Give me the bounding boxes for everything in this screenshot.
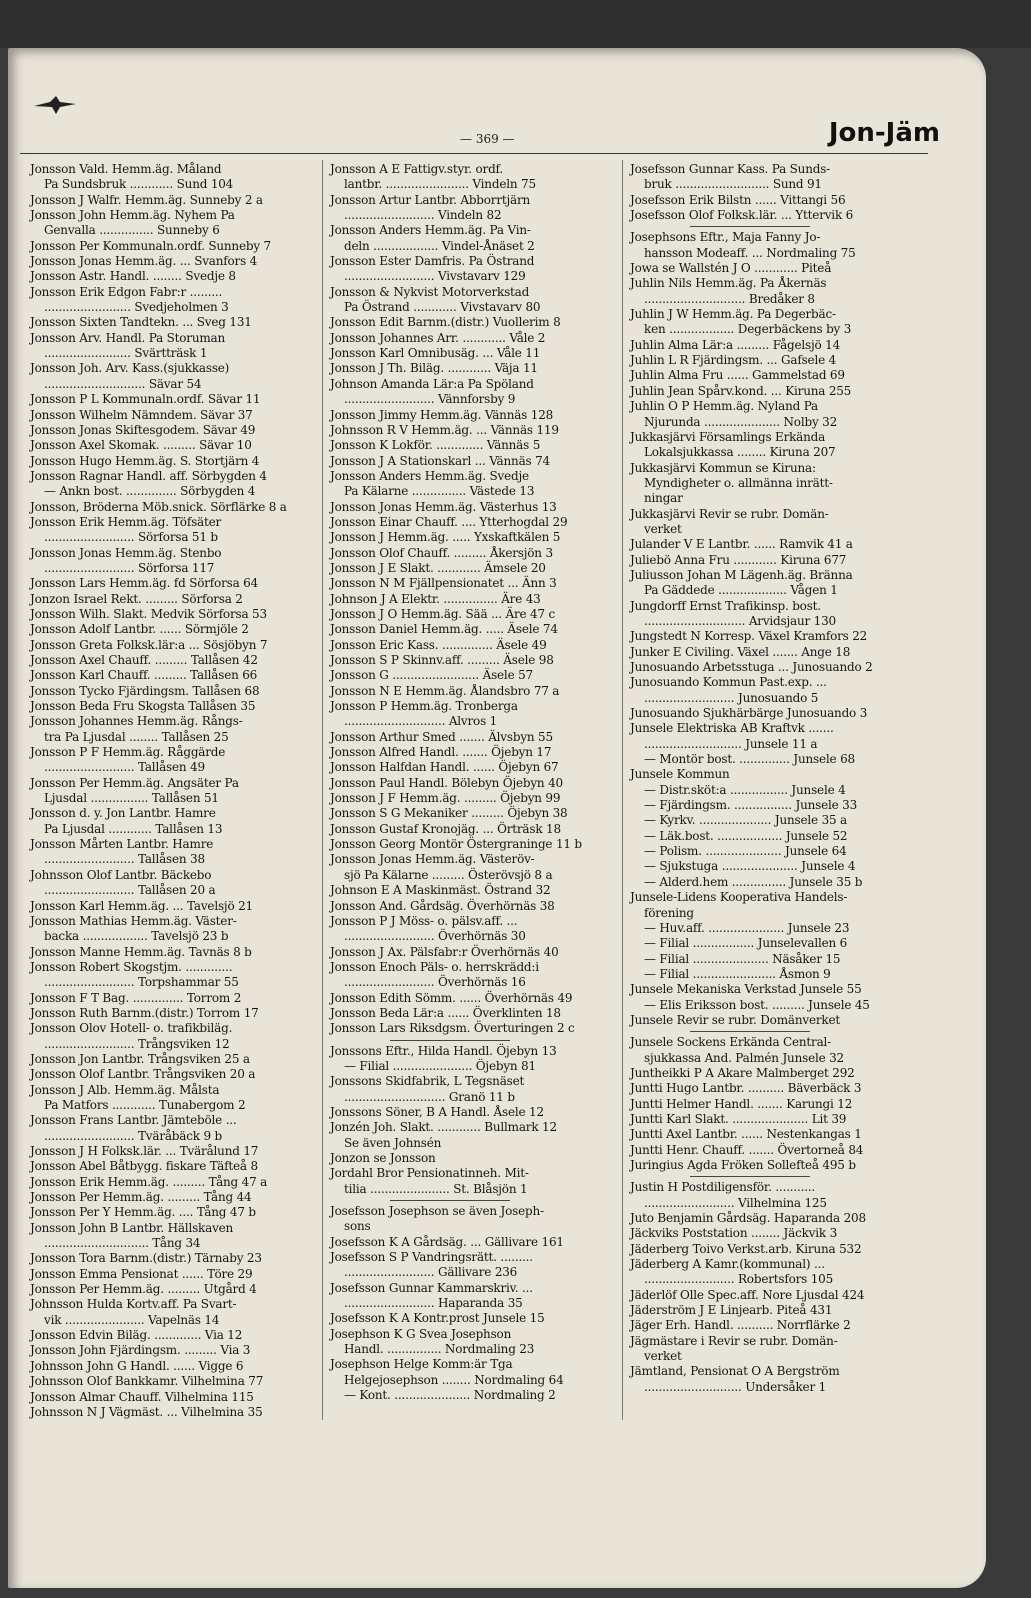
directory-entry-line: Jonsson Jonas Hemm.äg. Västerhus 13 xyxy=(330,499,557,514)
directory-entry-line: Josefsson Olof Folksk.lär. ... Yttervik 6 xyxy=(630,208,854,223)
directory-entry-line: Jonsson Per Hemm.äg. Angsäter Pa xyxy=(30,775,239,790)
directory-entry-line: Junosuando Arbetsstuga ... Junosuando 2 xyxy=(630,660,873,674)
directory-entry-line: Johnson J A Elektr. ............... Äre 43 xyxy=(330,591,541,606)
directory-entry-line: — Sjukstuga ..................... Junsele 4 xyxy=(644,859,856,874)
directory-entry-line: Jonsson Vald. Hemm.äg. Måland xyxy=(30,162,222,176)
directory-entry-line: Jonsson Abel Båtbygg. fiskare Täfteå 8 xyxy=(30,1159,258,1174)
directory-entry-line: ........................ Svärtträsk 1 xyxy=(44,346,208,361)
directory-entry-line: Jonsson Per Y Hemm.äg. .... Tång 47 b xyxy=(30,1205,256,1220)
directory-entry-line: Jonsson And. Gårdsäg. Överhörnäs 38 xyxy=(330,898,555,913)
directory-entry-line: Jonsson Karl Hemm.äg. ... Tavelsjö 21 xyxy=(30,898,253,913)
directory-entry-line: Jonssons Skidfabrik, L Tegsnäset xyxy=(330,1074,525,1089)
directory-entry-line: Jonsson Johannes Hemm.äg. Rångs- xyxy=(30,714,243,729)
directory-entry-line: — Alderd.hem ............... Junsele 35 b xyxy=(644,874,863,889)
directory-entry-line: tra Pa Ljusdal ........ Tallåsen 25 xyxy=(44,729,229,744)
directory-entry-line: Junosuando Kommun Past.exp. ... xyxy=(630,675,827,690)
directory-entry-line: bruk .......................... Sund 91 xyxy=(644,177,822,192)
directory-entry-line: Lokalsjukkassa ........ Kiruna 207 xyxy=(644,445,836,460)
directory-entry-line: Jonsson Georg Montör Östergraninge 11 b xyxy=(330,837,582,852)
directory-entry-line: Josephson Helge Komm:är Tga xyxy=(330,1357,513,1372)
directory-entry-line: ......................... Tallåsen 20 a xyxy=(44,883,216,898)
directory-entry-line: Jonsson Joh. Arv. Kass.(sjukkasse) xyxy=(30,361,230,376)
directory-entry-line: Jonsson Per Hemm.äg. ......... Utgård 4 xyxy=(30,1282,257,1297)
directory-entry-line: ............................ Alvros 1 xyxy=(344,714,498,729)
directory-entry-line: ......................... Junosuando 5 xyxy=(644,690,819,705)
directory-entry-line: Jonsson Beda Lär:a ...... Överklinten 18 xyxy=(330,1005,561,1020)
directory-entry-line: ningar xyxy=(644,491,683,506)
directory-entry-line: Pa Sundsbruk ............ Sund 104 xyxy=(44,177,234,192)
directory-entry-line: Jonsson Anders Hemm.äg. Pa Vin- xyxy=(330,223,531,238)
directory-entry-line: ............................ Bredåker 8 xyxy=(644,291,815,306)
directory-entry-line: Josefsson Erik Bilstn ...... Vittangi 56 xyxy=(630,192,846,207)
directory-entry-line: — Ankn bost. .............. Sörbygden 4 xyxy=(44,484,256,499)
column-divider xyxy=(322,160,323,1420)
directory-entry-line: — Huv.aff. ..................... Junsele 23 xyxy=(644,920,850,935)
directory-entry-line: Jonsson P J Möss- o. pälsv.aff. ... xyxy=(330,913,518,928)
directory-entry-line: Josefsson K A Gårdsäg. ... Gällivare 161 xyxy=(330,1234,564,1249)
directory-entry-line: Pa Kälarne ............... Västede 13 xyxy=(344,484,535,499)
page-number: — 369 — xyxy=(460,132,515,146)
directory-entry-line: Jonsson Artur Lantbr. Abborrtjärn xyxy=(330,192,531,207)
directory-entry-line: Jonsson Olof Lantbr. Trångsviken 20 a xyxy=(30,1067,256,1082)
column-divider xyxy=(622,160,623,1420)
directory-entry-line: Junsele Elektriska AB Kraftvk ....... xyxy=(630,721,834,736)
directory-entry-line: vik ...................... Vapelnäs 14 xyxy=(44,1312,220,1327)
directory-entry-line: Josefsson K A Kontr.prost Junsele 15 xyxy=(330,1311,545,1326)
directory-entry-line: ......................... Tallåsen 49 xyxy=(44,760,205,775)
directory-entry-line: Johnson E A Maskinmäst. Östrand 32 xyxy=(330,883,551,898)
directory-entry-line: sjö Pa Kälarne ......... Österövsjö 8 a xyxy=(344,867,553,882)
directory-entry-line: Jonzén Joh. Slakt. ............ Bullmark 12 xyxy=(330,1120,557,1135)
directory-entry-line: Jonsson Gustaf Kronojäg. ... Örträsk 18 xyxy=(330,821,561,836)
directory-entry-line: Junosuando Sjukhärbärge Junosuando 3 xyxy=(630,706,868,721)
directory-entry-line: Jonsson Jonas Skiftesgodem. Sävar 49 xyxy=(30,422,256,437)
directory-entry-line: Jonsson Tora Barnm.(distr.) Tärnaby 23 xyxy=(30,1251,262,1266)
directory-entry-line: ......................... Vilhelmina 125 xyxy=(644,1195,827,1210)
directory-entry-line: ............................ Arvidsjaur 130 xyxy=(644,613,836,628)
entry-separator xyxy=(390,1040,510,1041)
directory-entry-line: ......................... Tväråbäck 9 b xyxy=(44,1128,222,1143)
directory-entry-line: Jonsson Greta Folksk.lär:a ... Sösjöbyn 7 xyxy=(30,637,268,652)
directory-entry-line: — Fjärdingsm. ................ Junsele 33 xyxy=(644,798,858,813)
directory-entry-line: ........................ Svedjeholmen 3 xyxy=(44,300,229,315)
page-title: Jon-Jäm xyxy=(828,118,940,148)
directory-entry-line: Ljusdal ................ Tallåsen 51 xyxy=(44,791,219,806)
directory-entry-line: Jonsson J A Stationskarl ... Vännäs 74 xyxy=(330,453,550,468)
directory-entry-line: Josefsson S P Vandringsrätt. ......... xyxy=(330,1250,533,1265)
directory-entry-line: Jonsson Astr. Handl. ........ Svedje 8 xyxy=(30,269,236,284)
directory-entry-line: Jonsson F T Bag. .............. Torrom 2 xyxy=(30,990,242,1005)
directory-entry-line: Jonssons Söner, B A Handl. Åsele 12 xyxy=(330,1104,544,1119)
directory-entry-line: Jonsson Ragnar Handl. aff. Sörbygden 4 xyxy=(30,468,267,483)
entry-separator xyxy=(690,226,810,227)
directory-entry-line: — Filial ..................... Näsåker 15 xyxy=(644,951,841,966)
directory-entry-line: Helgejosephson ........ Nordmaling 64 xyxy=(344,1372,564,1387)
directory-entry-line: Jonsson Beda Fru Skogsta Tallåsen 35 xyxy=(30,699,256,714)
directory-entry-line: Jonsson Jonas Hemm.äg. ... Svanfors 4 xyxy=(30,254,258,269)
directory-entry-line: Jäderberg Toivo Verkst.arb. Kiruna 532 xyxy=(630,1241,862,1256)
directory-entry-line: Johnsson R V Hemm.äg. ... Vännäs 119 xyxy=(330,422,559,437)
directory-entry-line: hansson Modeaff. ... Nordmaling 75 xyxy=(644,245,856,260)
directory-entry-line: Jonsson Manne Hemm.äg. Tavnäs 8 b xyxy=(30,944,252,959)
directory-entry-line: Jonsson Karl Chauff. ......... Tallåsen 66 xyxy=(30,668,258,683)
directory-entry-line: Jonsson Jon Lantbr. Trångsviken 25 a xyxy=(30,1051,250,1066)
directory-entry-line: Jonsson N E Hemm.äg. Ålandsbro 77 a xyxy=(330,683,560,698)
directory-entry-line: Jonsson Hugo Hemm.äg. S. Stortjärn 4 xyxy=(30,453,260,468)
directory-entry-line: Jonsson Johannes Arr. ............ Våle 2 xyxy=(330,330,546,345)
directory-entry-line: Juto Benjamin Gårdsäg. Haparanda 208 xyxy=(630,1211,866,1226)
directory-entry-line: ............................. Tång 34 xyxy=(44,1236,201,1251)
directory-entry-line: Josephsons Eftr., Maja Fanny Jo- xyxy=(630,230,821,245)
directory-entry-line: Jonsson Erik Edgon Fabr:r ......... xyxy=(30,284,223,299)
directory-entry-line: Jonsson K Lokför. ............. Vännäs 5 xyxy=(330,438,541,453)
directory-entry-line: tilia ...................... St. Blåsjön 1 xyxy=(344,1181,528,1196)
directory-entry-line: Njurunda ..................... Nolby 32 xyxy=(644,414,838,429)
directory-entry-line: Juhlin O P Hemm.äg. Nyland Pa xyxy=(630,399,819,414)
scanner-background xyxy=(0,0,1031,48)
directory-entry-line: Jonsson S P Skinnv.aff. ......... Äsele 98 xyxy=(330,653,554,667)
directory-entry-line: ........................... Junsele 11 a xyxy=(644,736,818,751)
directory-entry-line: Jonsson Frans Lantbr. Jämteböle ... xyxy=(30,1113,237,1128)
directory-entry-line: — Kyrkv. .................... Junsele 35 a xyxy=(644,813,848,828)
directory-column-3 xyxy=(630,162,922,1395)
directory-entry-line: Jonsson Wilhelm Nämndem. Sävar 37 xyxy=(30,407,253,422)
directory-entry-line: Jonsson P L Kommunaln.ordf. Sävar 11 xyxy=(30,392,261,407)
directory-entry-line: Jonsson Edith Sömm. ...... Överhörnäs 49 xyxy=(330,990,573,1005)
directory-entry-line: — Kont. ..................... Nordmaling 2 xyxy=(344,1388,556,1403)
directory-entry-line: Jonsson Erik Hemm.äg. ......... Tång 47 a xyxy=(30,1174,268,1189)
directory-entry-line: Jonsson Paul Handl. Bölebyn Öjebyn 40 xyxy=(330,775,563,790)
directory-entry-line: Jonsson G ........................ Äsele 57 xyxy=(330,668,533,683)
directory-entry-line: Jonsson Einar Chauff. .... Ytterhogdal 29 xyxy=(330,514,568,529)
directory-entry-line: Johnsson N J Vägmäst. ... Vilhelmina 35 xyxy=(30,1404,263,1419)
directory-entry-line: ......................... Vindeln 82 xyxy=(344,208,502,223)
directory-entry-line: Juntheikki P A Akare Malmberget 292 xyxy=(630,1065,855,1080)
directory-entry-line: Jonsson J O Hemm.äg. Sää ... Äre 47 c xyxy=(330,606,556,621)
directory-entry-line: Jonsson Karl Omnibusäg. ... Våle 11 xyxy=(330,346,541,361)
directory-entry-line: Jonsson Erik Hemm.äg. Töfsäter xyxy=(30,514,222,529)
directory-entry-line: Jonsson John Hemm.äg. Nyhem Pa xyxy=(30,208,235,223)
directory-entry-line: Johnson Amanda Lär:a Pa Spöland xyxy=(330,376,534,391)
directory-entry-line: Juntti Karl Slakt. ..................... Lit 39 xyxy=(630,1111,847,1126)
directory-entry-line: Jägmästare i Revir se rubr. Domän- xyxy=(630,1333,838,1348)
directory-entry-line: Pa Gäddede ................... Vågen 1 xyxy=(644,583,838,598)
directory-entry-line: — Filial ................. Junselevallen 6 xyxy=(644,936,848,951)
directory-entry-line: Jonsson Per Kommunaln.ordf. Sunneby 7 xyxy=(30,238,271,253)
directory-entry-line: ......................... Vännforsby 9 xyxy=(344,392,516,407)
directory-entry-line: Jonsson J Alb. Hemm.äg. Målsta xyxy=(30,1082,220,1097)
directory-entry-line: Jonsson J Hemm.äg. ..... Yxskaftkälen 5 xyxy=(330,530,561,545)
directory-entry-line: Jukkasjärvi Kommun se Kiruna: xyxy=(630,460,816,475)
directory-entry-line: Jonsson, Bröderna Möb.snick. Sörflärke 8 a xyxy=(30,499,287,514)
directory-entry-line: Jonsson Anders Hemm.äg. Svedje xyxy=(330,468,529,483)
directory-entry-line: Jonsson Tycko Fjärdingsm. Tallåsen 68 xyxy=(30,683,260,698)
directory-entry-line: Jonsson John Fjärdingsm. ......... Via 3 xyxy=(30,1343,251,1358)
directory-entry-line: Jonsson J E Slakt. ............ Ämsele 20 xyxy=(330,560,546,575)
directory-entry-line: ............................ Granö 11 b xyxy=(344,1089,515,1104)
directory-entry-line: Jonsson Per Hemm.äg. ......... Tång 44 xyxy=(30,1190,252,1205)
directory-entry-line: ......................... Haparanda 35 xyxy=(344,1296,523,1311)
directory-entry-line: sjukkassa And. Palmén Junsele 32 xyxy=(644,1050,844,1065)
directory-entry-line: Juntti Axel Lantbr. ...... Nestenkangas 1 xyxy=(630,1127,862,1142)
directory-entry-line: Jordahl Bror Pensionatinneh. Mit- xyxy=(330,1166,529,1181)
directory-entry-line: backa .................. Tavelsjö 23 b xyxy=(44,929,229,944)
directory-entry-line: ......................... Trångsviken 12 xyxy=(44,1036,230,1051)
directory-entry-line: Jonsson J Walfr. Hemm.äg. Sunneby 2 a xyxy=(30,192,263,207)
directory-entry-line: Juhlin J W Hemm.äg. Pa Degerbäc- xyxy=(630,307,836,322)
directory-entry-line: Juhlin Jean Spårv.kond. ... Kiruna 255 xyxy=(630,383,852,398)
directory-entry-line: Juhlin L R Fjärdingsm. ... Gafsele 4 xyxy=(630,353,837,368)
directory-entry-line: Josefsson Gunnar Kammarskriv. ... xyxy=(330,1280,533,1295)
directory-entry-line: Junsele Mekaniska Verkstad Junsele 55 xyxy=(630,982,862,997)
directory-entry-line: Juringius Agda Fröken Sollefteå 495 b xyxy=(630,1158,856,1172)
directory-entry-line: Johnsson Hulda Kortv.aff. Pa Svart- xyxy=(30,1297,237,1312)
directory-entry-line: Jonsson Halfdan Handl. ...... Öjebyn 67 xyxy=(330,760,559,775)
directory-entry-line: Jonsson J F Hemm.äg. ......... Öjebyn 99 xyxy=(330,791,561,806)
directory-entry-line: Myndigheter o. allmänna inrätt- xyxy=(644,475,833,490)
directory-entry-line: Juliebö Anna Fru ............ Kiruna 677 xyxy=(630,552,847,567)
directory-entry-line: Jonsson Robert Skogstjm. ............. xyxy=(30,959,233,974)
directory-entry-line: Josephson K G Svea Josephson xyxy=(330,1326,512,1341)
directory-entry-line: Juntti Helmer Handl. ....... Karungi 12 xyxy=(630,1096,853,1111)
directory-entry-line: Jonsson Almar Chauff. Vilhelmina 115 xyxy=(30,1389,254,1404)
directory-entry-line: Se även Johnsén xyxy=(344,1135,442,1150)
directory-entry-line: Jonsson Lars Riksdgsm. Överturingen 2 c xyxy=(330,1021,575,1036)
directory-entry-line: Jonsson J Th. Biläg. ............ Väja 11 xyxy=(330,361,538,376)
directory-entry-line: Jonsson Arv. Handl. Pa Storuman xyxy=(30,330,226,345)
directory-entry-line: Juhlin Nils Hemm.äg. Pa Åkernäs xyxy=(630,276,827,291)
directory-entry-line: Jonsson J H Folksk.lär. ... Tvärålund 17 xyxy=(30,1144,259,1158)
directory-entry-line: Pa Matfors ............ Tunabergom 2 xyxy=(44,1097,246,1112)
directory-entry-line: Jäckviks Poststation ........ Jäckvik 3 xyxy=(630,1226,837,1241)
directory-entry-line: Juhlin Alma Fru ...... Gammelstad 69 xyxy=(630,368,845,383)
directory-entry-line: Johnsson Olof Lantbr. Bäckebo xyxy=(30,867,212,882)
directory-entry-line: Pa Östrand ............ Vivstavarv 80 xyxy=(344,300,541,315)
directory-entry-line: — Filial ...................... Öjebyn 81 xyxy=(344,1058,536,1073)
directory-entry-line: Junsele Kommun xyxy=(630,767,730,782)
directory-entry-line: Jonsson Ester Damfris. Pa Östrand xyxy=(330,254,535,269)
directory-entry-line: sons xyxy=(344,1219,371,1234)
directory-entry-line: Genvalla ............... Sunneby 6 xyxy=(44,223,220,238)
directory-entry-line: Jonsson Jonas Hemm.äg. Västeröv- xyxy=(330,852,535,867)
directory-entry-line: Jonsson Jimmy Hemm.äg. Vännäs 128 xyxy=(330,407,554,422)
directory-entry-line: Jonsson P Hemm.äg. Tronberga xyxy=(330,699,518,714)
directory-entry-line: Jukkasjärvi Församlings Erkända xyxy=(630,429,826,444)
directory-entry-line: Jungstedt N Korresp. Växel Kramfors 22 xyxy=(630,629,868,644)
directory-entry-line: Josefsson Josephson se även Joseph- xyxy=(330,1204,544,1219)
directory-entry-line: Jungdorff Ernst Trafikinsp. bost. xyxy=(630,598,821,613)
directory-entry-line: ......................... Vivstavarv 129 xyxy=(344,269,526,284)
directory-entry-line: Jonsson Wilh. Slakt. Medvik Sörforsa 53 xyxy=(30,606,267,621)
directory-entry-line: Jonsson Arthur Smed ....... Älvsbyn 55 xyxy=(330,729,553,744)
directory-entry-line: ......................... Gällivare 236 xyxy=(344,1265,518,1280)
directory-entry-line: verket xyxy=(644,1349,682,1364)
directory-entry-line: Jonsson Adolf Lantbr. ...... Sörmjöle 2 xyxy=(30,622,249,637)
directory-entry-line: Jukkasjärvi Revir se rubr. Domän- xyxy=(630,506,829,521)
directory-entry-line: Johnsson John G Handl. ...... Vigge 6 xyxy=(30,1358,244,1373)
header-rule xyxy=(20,153,928,154)
directory-entry-line: ......................... Robertsfors 105 xyxy=(644,1272,834,1287)
directory-entry-line: Jonsson Jonas Hemm.äg. Stenbo xyxy=(30,545,222,560)
directory-entry-line: Jonsson Emma Pensionat ...... Töre 29 xyxy=(30,1266,253,1281)
directory-entry-line: ......................... Sörforsa 117 xyxy=(44,560,215,575)
directory-entry-line: Jonsson Mathias Hemm.äg. Väster- xyxy=(30,913,237,928)
directory-entry-line: Jäger Erh. Handl. .......... Norrflärke 2 xyxy=(630,1318,851,1333)
directory-entry-line: Jonsson Enoch Päls- o. herrskrädd:i xyxy=(330,959,539,974)
directory-entry-line: — Elis Eriksson bost. ......... Junsele 45 xyxy=(644,997,870,1012)
directory-entry-line: Jäderlöf Olle Spec.aff. Nore Ljusdal 424 xyxy=(630,1287,865,1302)
directory-entry-line: Jäderström J E Linjearb. Piteå 431 xyxy=(630,1303,833,1318)
directory-entry-line: Josefsson Gunnar Kass. Pa Sunds- xyxy=(630,162,831,176)
directory-entry-line: — Filial ....................... Åsmon 9 xyxy=(644,966,831,981)
directory-entry-line: Jonsson Olof Chauff. ......... Åkersjön 3 xyxy=(330,545,553,560)
directory-entry-line: Jonsson A E Fattigv.styr. ordf. xyxy=(330,162,503,176)
directory-entry-line: Johnsson Olof Bankkamr. Vilhelmina 77 xyxy=(30,1374,264,1389)
directory-entry-line: Jonsson Lars Hemm.äg. fd Sörforsa 64 xyxy=(30,576,259,591)
directory-entry-line: Jonsson Edvin Biläg. ............. Via 12 xyxy=(30,1328,243,1343)
directory-entry-line: Julander V E Lantbr. ...... Ramvik 41 a xyxy=(630,537,853,552)
directory-entry-line: Juhlin Alma Lär:a ......... Fågelsjö 14 xyxy=(630,337,841,352)
directory-entry-line: Jonsson N M Fjällpensionatet ... Änn 3 xyxy=(330,576,557,591)
publisher-mark-icon xyxy=(30,92,80,116)
directory-entry-line: Jämtland, Pensionat O A Bergström xyxy=(630,1364,840,1379)
directory-column-2 xyxy=(330,162,622,1404)
directory-entry-line: ......................... Överhörnäs 30 xyxy=(344,929,526,944)
directory-entry-line: Jonsson Eric Kass. .............. Äsele 49 xyxy=(330,637,547,652)
directory-entry-line: ken .................. Degerbäckens by 3 xyxy=(644,322,852,337)
directory-entry-line: förening xyxy=(644,905,694,920)
directory-entry-line: lantbr. ....................... Vindeln 75 xyxy=(344,177,536,192)
directory-entry-line: Jonsson d. y. Jon Lantbr. Hamre xyxy=(30,806,216,821)
directory-entry-line: — Distr.sköt:a ................ Junsele 4 xyxy=(644,782,846,797)
directory-entry-line: Juliusson Johan M Lägenh.äg. Bränna xyxy=(630,567,853,582)
directory-entry-line: Jonsson Daniel Hemm.äg. ..... Äsele 74 xyxy=(330,622,558,637)
directory-entry-line: Pa Ljusdal ............ Tallåsen 13 xyxy=(44,821,223,836)
directory-entry-line: verket xyxy=(644,521,682,536)
entry-separator xyxy=(690,1176,810,1177)
directory-entry-line: ......................... Torpshammar 55 xyxy=(44,975,239,990)
directory-entry-line: Jonsson Axel Skomak. ......... Sävar 10 xyxy=(30,438,252,453)
directory-entry-line: Juntti Henr. Chauff. ....... Övertorneå 84 xyxy=(630,1142,864,1157)
directory-entry-line: — Polism. ..................... Junsele 64 xyxy=(644,844,847,859)
directory-entry-line: Junsele Sockens Erkända Central- xyxy=(630,1035,832,1050)
directory-entry-line: Jonzon Israel Rekt. ......... Sörforsa 2 xyxy=(30,591,243,606)
directory-entry-line: — Montör bost. .............. Junsele 68 xyxy=(644,752,855,767)
directory-entry-line: Jonsson P F Hemm.äg. Råggärde xyxy=(30,745,226,760)
directory-entry-line: ......................... Sörforsa 51 b xyxy=(44,530,218,545)
directory-entry-line: Jonsson J Ax. Pälsfabr:r Överhörnäs 40 xyxy=(330,944,559,959)
directory-entry-line: Jonsson Ruth Barnm.(distr.) Torrom 17 xyxy=(30,1005,259,1020)
directory-entry-line: Jonsson Olov Hotell- o. trafikbiläg. xyxy=(30,1021,233,1036)
directory-entry-line: Jonsson Edit Barnm.(distr.) Vuollerim 8 xyxy=(330,315,561,330)
directory-entry-line: Jonzon se Jonsson xyxy=(330,1151,436,1165)
directory-entry-line: Junsele-Lidens Kooperativa Handels- xyxy=(630,890,848,905)
directory-entry-line: Jonsson S G Mekaniker ......... Öjebyn 38 xyxy=(330,806,568,821)
directory-entry-line: Jonsson Axel Chauff. ......... Tallåsen 42 xyxy=(30,653,258,667)
directory-entry-line: Jonsson John B Lantbr. Hällskaven xyxy=(30,1220,234,1235)
directory-column-1 xyxy=(30,162,322,1420)
directory-entry-line: Jäderberg A Kamr.(kommunal) ... xyxy=(630,1257,825,1272)
directory-entry-line: ............................ Sävar 54 xyxy=(44,376,202,391)
directory-entry-line: Handl. ............... Nordmaling 23 xyxy=(344,1342,535,1357)
directory-entry-line: ......................... Tallåsen 38 xyxy=(44,852,205,867)
directory-entry-line: ........................... Undersåker 1 xyxy=(644,1379,827,1394)
directory-entry-line: Jonsson Sixten Tandtekn. ... Sveg 131 xyxy=(30,315,252,330)
directory-entry-line: — Läk.bost. .................. Junsele 52 xyxy=(644,828,848,843)
directory-entry-line: Jowa se Wallstén J O ............ Piteå xyxy=(630,261,832,276)
page-header xyxy=(20,118,940,158)
directory-entry-line: Juntti Hugo Lantbr. .......... Bäverbäck 3 xyxy=(630,1081,862,1096)
directory-entry-line: deln .................. Vindel-Ånäset 2 xyxy=(344,238,535,253)
directory-entry-line: Jonsson & Nykvist Motorverkstad xyxy=(330,284,530,299)
directory-entry-line: Junker E Civiling. Växel ....... Ange 18 xyxy=(630,644,851,659)
directory-entry-line: Junsele Revir se rubr. Domänverket xyxy=(630,1012,840,1027)
directory-entry-line: Jonssons Eftr., Hilda Handl. Öjebyn 13 xyxy=(330,1043,557,1058)
entry-separator xyxy=(690,1031,810,1032)
directory-entry-line: ......................... Överhörnäs 16 xyxy=(344,975,526,990)
directory-entry-line: Justin H Postdiligensför. ........... xyxy=(630,1180,816,1195)
directory-entry-line: Jonsson Alfred Handl. ....... Öjebyn 17 xyxy=(330,745,552,760)
directory-entry-line: Jonsson Mårten Lantbr. Hamre xyxy=(30,837,214,852)
entry-separator xyxy=(390,1200,510,1201)
